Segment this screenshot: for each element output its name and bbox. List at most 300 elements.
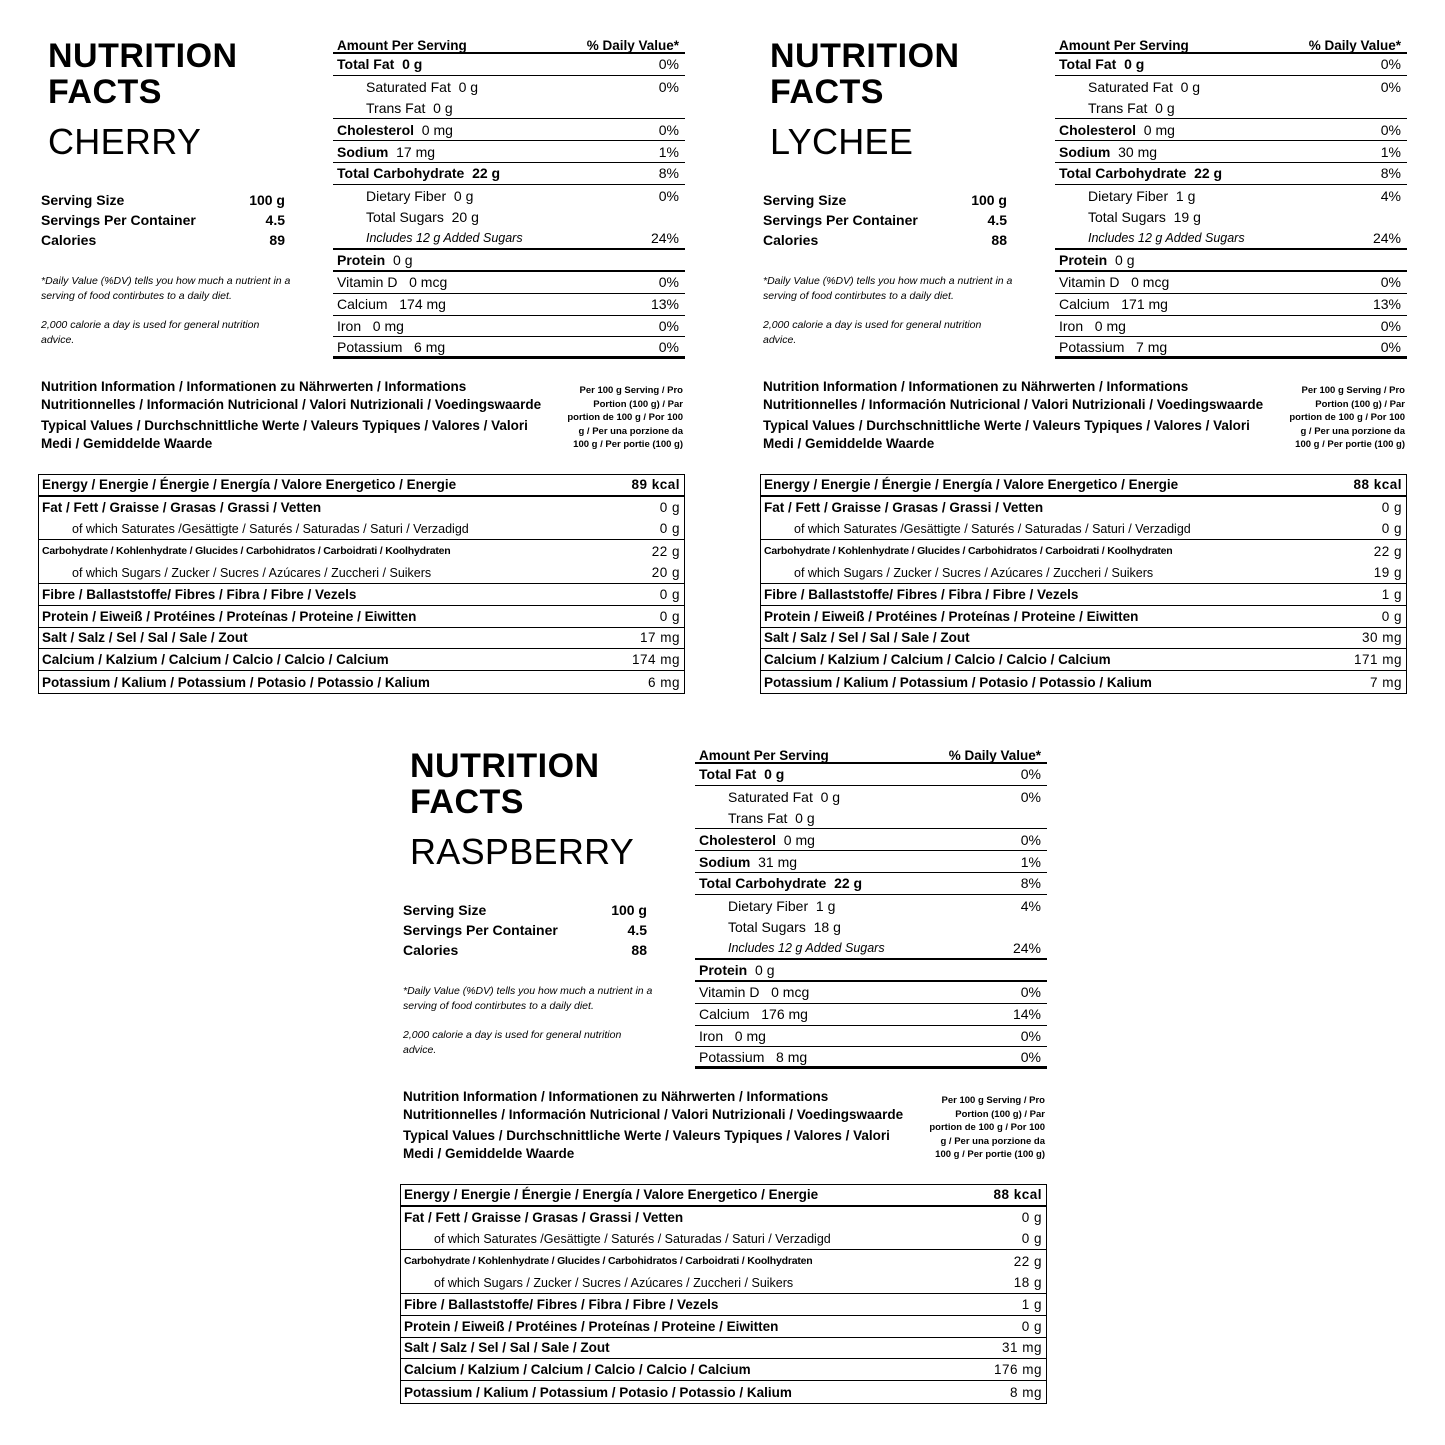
eu-energy-row xyxy=(39,475,684,497)
nutrient-amount: 30 mg xyxy=(1118,143,1158,160)
nutrient-amount: 0 mcg xyxy=(409,274,448,291)
added-sugars-row xyxy=(333,228,685,250)
eu-row-label: Salt / Salz / Sel / Sal / Sale / Zout xyxy=(42,630,248,646)
eu-sugars-row xyxy=(401,1272,1046,1294)
eu-row-value: 0 g xyxy=(1381,500,1402,516)
eu-row-value: 0 g xyxy=(1381,608,1402,624)
nutrient-dv: 1% xyxy=(1380,143,1401,160)
serving-size-label: Serving Size xyxy=(763,192,847,208)
nutrient-amount: 22 g xyxy=(1194,165,1223,182)
nutrient-dv: 0% xyxy=(1020,984,1041,1001)
calories-value: 88 xyxy=(631,942,647,958)
nutrient-amount: 19 g xyxy=(1173,209,1201,226)
eu-nutrition-table xyxy=(400,1184,1047,1404)
label-title xyxy=(48,38,238,162)
eu-row-label: Fibre / Ballaststoffe/ Fibres / Fibra / Fibre / Vezels xyxy=(764,586,1079,602)
facts-header xyxy=(695,748,1047,764)
eu-fat-row xyxy=(401,1207,1046,1229)
serving-size-label: Serving Size xyxy=(403,902,487,918)
nutrient-dv: 0% xyxy=(1380,338,1401,355)
nutrient-amount: 7 mg xyxy=(1136,338,1168,355)
total-sugars-row xyxy=(1055,207,1407,229)
eu-row-label: Protein / Eiweiß / Protéines / Proteínas / Proteine / Eiwitten xyxy=(42,608,417,624)
vitamin-d-row xyxy=(333,272,685,294)
nutrient-amount: 0 g xyxy=(393,252,413,269)
daily-value-header: % Daily Value* xyxy=(1308,38,1401,53)
nutrient-dv: 1% xyxy=(1020,853,1041,870)
eu-row-label: Calcium / Kalzium / Calcium / Calcio / Calcio / Calcium xyxy=(404,1362,751,1378)
nutrient-amount: 20 g xyxy=(451,209,479,226)
total-sugars-row xyxy=(333,207,685,229)
nutrient-dv: 4% xyxy=(1380,187,1401,204)
nutrient-dv: 13% xyxy=(1372,296,1401,313)
eu-row-label: Calcium / Kalzium / Calcium / Calcio / Calcio / Calcium xyxy=(42,652,389,668)
nutrient-name: Trans Fat xyxy=(728,809,788,826)
nutrient-dv: 0% xyxy=(658,187,679,204)
nutrient-dv: 0% xyxy=(1380,274,1401,291)
vitamin-d-row xyxy=(695,982,1047,1004)
nutrient-name: Protein xyxy=(1059,252,1108,269)
eu-energy-row xyxy=(401,1185,1046,1207)
eu-row-value: 171 mg xyxy=(1353,652,1402,668)
eu-row-value: 0 g xyxy=(659,586,680,602)
servings-per-container-label: Servings Per Container xyxy=(41,212,196,228)
nutrient-name: Includes 12 g Added Sugars xyxy=(366,231,523,246)
nutrition-facts-table xyxy=(1055,38,1407,359)
eu-row-label: Fat / Fett / Graisse / Grasas / Grassi / Vetten xyxy=(42,500,322,516)
calcium-row xyxy=(333,294,685,316)
nutrient-amount: 1 g xyxy=(1175,187,1196,204)
nutrient-dv: 14% xyxy=(1012,1006,1041,1023)
cholesterol-row xyxy=(333,119,685,141)
nutrient-name: Total Sugars xyxy=(1088,209,1166,226)
nutrient-dv: 0% xyxy=(1380,78,1401,95)
amount-per-serving-header: Amount Per Serving xyxy=(337,38,467,53)
nutrient-name: Iron xyxy=(337,317,362,334)
serving-size-value: 100 g xyxy=(249,192,285,208)
calories-row xyxy=(403,940,647,960)
flavor-name: CHERRY xyxy=(48,121,202,162)
eu-row-value: 0 g xyxy=(1021,1318,1042,1334)
nutrient-amount: 0 mg xyxy=(1094,317,1126,334)
eu-salt-row xyxy=(761,628,1406,650)
serving-size-row xyxy=(41,190,285,210)
eu-row-value: 0 g xyxy=(659,521,680,537)
eu-row-value: 20 g xyxy=(651,565,680,581)
eu-row-label: Carbohydrate / Kohlenhydrate / Glucides / Carbohidratos / Carboidrati / Koolhydraten xyxy=(764,545,1173,558)
servings-per-container-value: 4.5 xyxy=(627,922,647,938)
protein-row xyxy=(1055,250,1407,272)
nutrient-amount: 176 mg xyxy=(761,1006,808,1023)
eu-row-value: 22 g xyxy=(1013,1253,1042,1269)
eu-sugars-row xyxy=(761,562,1406,584)
servings-per-container-label: Servings Per Container xyxy=(403,922,558,938)
sodium-row xyxy=(695,851,1047,873)
title-line-1: NUTRITION xyxy=(410,747,600,785)
nutrition-label xyxy=(760,38,1410,738)
eu-row-label: Fat / Fett / Graisse / Grasas / Grassi / Vetten xyxy=(764,500,1044,516)
eu-row-value: 88 kcal xyxy=(993,1187,1042,1203)
nutrient-name: Vitamin D xyxy=(699,984,760,1001)
eu-row-value: 31 mg xyxy=(1001,1340,1042,1356)
eu-row-label: Energy / Energie / Énergie / Energía / Valore Energetico / Energie xyxy=(42,477,457,493)
eu-row-value: 0 g xyxy=(659,608,680,624)
nutrient-name: Includes 12 g Added Sugars xyxy=(728,941,885,956)
nutrient-dv: 0% xyxy=(1380,317,1401,334)
eu-fat-row xyxy=(761,497,1406,519)
nutrient-name: Total Fat xyxy=(699,766,757,783)
eu-row-value: 88 kcal xyxy=(1353,477,1402,493)
eu-row-label: Salt / Salz / Sel / Sal / Sale / Zout xyxy=(404,1340,610,1356)
title-line-2: FACTS xyxy=(48,73,162,111)
nutrient-dv: 0% xyxy=(1020,788,1041,805)
eu-row-label: Carbohydrate / Kohlenhydrate / Glucides / Carbohidratos / Carboidrati / Koolhydraten xyxy=(404,1255,813,1268)
eu-nutrition-table xyxy=(38,474,685,694)
daily-value-note: *Daily Value (%DV) tells you how much a nutrient in a serving of food contirbutes to a daily diet. xyxy=(41,275,291,302)
nutrition-label xyxy=(400,748,1050,1445)
nutrient-name: Cholesterol xyxy=(337,121,415,138)
daily-value-header: % Daily Value* xyxy=(948,748,1041,763)
eu-row-value: 0 g xyxy=(659,500,680,516)
nutrient-dv: 0% xyxy=(1020,1027,1041,1044)
eu-row-label: Potassium / Kalium / Potassium / Potasio / Potassio / Kalium xyxy=(764,674,1152,690)
eu-row-label: Energy / Energie / Énergie / Energía / Valore Energetico / Energie xyxy=(404,1187,819,1203)
eu-row-value: 8 mg xyxy=(1009,1384,1042,1400)
nutrient-name: Dietary Fiber xyxy=(366,187,447,204)
eu-row-label: Potassium / Kalium / Potassium / Potasio / Potassio / Kalium xyxy=(42,674,430,690)
servings-per-container-value: 4.5 xyxy=(265,212,285,228)
eu-row-value: 1 g xyxy=(1381,586,1402,602)
eu-row-label: of which Saturates /Gesättigte / Saturés / Saturadas / Saturi / Verzadigd xyxy=(794,521,1191,536)
nutrient-name: Cholesterol xyxy=(699,831,777,848)
eu-protein-row xyxy=(401,1316,1046,1338)
nutrient-dv: 4% xyxy=(1020,897,1041,914)
nutrient-amount: 0 mg xyxy=(1143,121,1175,138)
nutrient-amount: 174 mg xyxy=(399,296,446,313)
eu-heading-title: Nutrition Information / Informationen zu Nährwerten / Informations Nutritionnelles / Información Nutricional / Valori Nutrizionali / Voedingswaarde xyxy=(763,379,1264,412)
eu-per-100g-header: Per 100 g Serving / Pro Portion (100 g) / Par portion de 100 g / Por 100 g / Per una porzione da 100 g / Per portie (100 g) xyxy=(567,385,683,451)
nutrient-dv: 24% xyxy=(1012,940,1041,957)
eu-row-label: Fibre / Ballaststoffe/ Fibres / Fibra / Fibre / Vezels xyxy=(42,586,357,602)
nutrient-name: Trans Fat xyxy=(1088,99,1148,116)
eu-salt-row xyxy=(401,1338,1046,1360)
servings-per-container-label: Servings Per Container xyxy=(763,212,918,228)
serving-info xyxy=(763,190,1007,250)
nutrient-dv: 0% xyxy=(658,317,679,334)
nutrient-dv: 24% xyxy=(1372,230,1401,247)
nutrition-facts-table xyxy=(333,38,685,359)
nutrient-dv: 0% xyxy=(658,121,679,138)
calorie-advice-note: 2,000 calorie a day is used for general nutrition advice. xyxy=(763,319,982,346)
eu-calcium-row xyxy=(761,649,1406,671)
nutrient-dv: 0% xyxy=(1020,831,1041,848)
nutrient-name: Protein xyxy=(699,962,748,979)
eu-saturates-row xyxy=(39,519,684,541)
label-title xyxy=(770,38,960,162)
nutrient-dv: 1% xyxy=(658,143,679,160)
total-fat-row xyxy=(333,54,685,76)
eu-row-value: 174 mg xyxy=(631,652,680,668)
eu-calcium-row xyxy=(39,649,684,671)
saturated-fat-row xyxy=(695,786,1047,808)
facts-header xyxy=(333,38,685,54)
nutrient-dv: 0% xyxy=(1020,1048,1041,1065)
eu-heading-typical-values: Typical Values / Durchschnittliche Werte / Valeurs Typiques / Valores / Valori Medi / Gemiddelde Waarde xyxy=(403,1128,890,1161)
eu-row-value: 19 g xyxy=(1373,565,1402,581)
iron-row xyxy=(1055,316,1407,338)
eu-row-label: Protein / Eiweiß / Protéines / Proteínas / Proteine / Eiwitten xyxy=(404,1318,779,1334)
protein-row xyxy=(333,250,685,272)
total-carbohydrate-row xyxy=(1055,163,1407,185)
nutrient-amount: 17 mg xyxy=(396,143,436,160)
eu-potassium-row xyxy=(39,671,684,693)
potassium-row xyxy=(1055,337,1407,359)
nutrient-name: Total Sugars xyxy=(728,919,806,936)
eu-heading xyxy=(763,378,1283,452)
calories-label: Calories xyxy=(41,232,97,248)
added-sugars-row xyxy=(1055,228,1407,250)
cholesterol-row xyxy=(1055,119,1407,141)
title-line-2: FACTS xyxy=(770,73,884,111)
dietary-fiber-row xyxy=(1055,185,1407,207)
eu-sugars-row xyxy=(39,562,684,584)
nutrient-amount: 0 g xyxy=(458,78,479,95)
nutrient-name: Vitamin D xyxy=(337,274,398,291)
nutrition-facts-table xyxy=(695,748,1047,1069)
total-carbohydrate-row xyxy=(333,163,685,185)
eu-row-label: Calcium / Kalzium / Calcium / Calcio / Calcio / Calcium xyxy=(764,652,1111,668)
eu-salt-row xyxy=(39,628,684,650)
eu-row-value: 1 g xyxy=(1021,1296,1042,1312)
eu-per-100g-header: Per 100 g Serving / Pro Portion (100 g) / Par portion de 100 g / Por 100 g / Per una porzione da 100 g / Per portie (100 g) xyxy=(929,1095,1045,1161)
nutrient-name: Saturated Fat xyxy=(728,788,813,805)
trans-fat-row xyxy=(333,98,685,120)
eu-row-value: 6 mg xyxy=(647,674,680,690)
eu-energy-row xyxy=(761,475,1406,497)
flavor-name: LYCHEE xyxy=(770,121,914,162)
amount-per-serving-header: Amount Per Serving xyxy=(699,748,829,763)
trans-fat-row xyxy=(695,808,1047,830)
servings-per-container-row xyxy=(403,920,647,940)
saturated-fat-row xyxy=(1055,76,1407,98)
nutrient-name: Potassium xyxy=(337,338,403,355)
calorie-advice-note: 2,000 calorie a day is used for general nutrition advice. xyxy=(403,1029,622,1056)
eu-carbohydrate-row xyxy=(401,1250,1046,1272)
total-fat-row xyxy=(695,764,1047,786)
nutrient-amount: 8 mg xyxy=(776,1048,808,1065)
cholesterol-row xyxy=(695,829,1047,851)
nutrient-name: Total Fat xyxy=(337,56,395,73)
eu-fibre-row xyxy=(761,584,1406,606)
nutrient-name: Total Carbohydrate xyxy=(337,165,465,182)
nutrient-name: Total Carbohydrate xyxy=(1059,165,1187,182)
nutrient-name: Sodium xyxy=(699,853,751,870)
eu-row-value: 0 g xyxy=(1381,521,1402,537)
vitamin-d-row xyxy=(1055,272,1407,294)
nutrient-name: Total Sugars xyxy=(366,209,444,226)
nutrient-name: Sodium xyxy=(1059,143,1111,160)
eu-fibre-row xyxy=(401,1294,1046,1316)
nutrient-amount: 0 mg xyxy=(372,317,404,334)
sodium-row xyxy=(1055,141,1407,163)
title-line-1: NUTRITION xyxy=(48,37,238,75)
added-sugars-row xyxy=(695,938,1047,960)
nutrient-dv: 8% xyxy=(658,165,679,182)
eu-row-label: Carbohydrate / Kohlenhydrate / Glucides / Carbohidratos / Carboidrati / Koolhydraten xyxy=(42,545,451,558)
nutrient-dv: 0% xyxy=(658,338,679,355)
potassium-row xyxy=(333,337,685,359)
eu-row-label: of which Sugars / Zucker / Sucres / Azúcares / Zuccheri / Suikers xyxy=(794,565,1154,580)
nutrient-name: Total Carbohydrate xyxy=(699,875,827,892)
calories-value: 88 xyxy=(991,232,1007,248)
nutrient-amount: 0 mg xyxy=(734,1027,766,1044)
eu-nutrition-table xyxy=(760,474,1407,694)
daily-value-header: % Daily Value* xyxy=(586,38,679,53)
nutrient-name: Saturated Fat xyxy=(1088,78,1173,95)
nutrient-amount: 171 mg xyxy=(1121,296,1168,313)
saturated-fat-row xyxy=(333,76,685,98)
eu-row-value: 89 kcal xyxy=(631,477,680,493)
nutrient-amount: 1 g xyxy=(815,897,836,914)
nutrient-amount: 0 mg xyxy=(421,121,453,138)
eu-heading-title: Nutrition Information / Informationen zu Nährwerten / Informations Nutritionnelles / Información Nutricional / Valori Nutrizionali / Voedingswaarde xyxy=(41,379,542,412)
nutrient-name: Calcium xyxy=(699,1006,750,1023)
nutrient-name: Sodium xyxy=(337,143,389,160)
nutrient-name: Potassium xyxy=(1059,338,1125,355)
nutrient-amount: 0 g xyxy=(820,788,841,805)
eu-per-100g-header: Per 100 g Serving / Pro Portion (100 g) / Par portion de 100 g / Por 100 g / Per una porzione da 100 g / Per portie (100 g) xyxy=(1289,385,1405,451)
nutrient-name: Trans Fat xyxy=(366,99,426,116)
serving-size-value: 100 g xyxy=(611,902,647,918)
eu-row-value: 176 mg xyxy=(993,1362,1042,1378)
calcium-row xyxy=(1055,294,1407,316)
eu-protein-row xyxy=(761,606,1406,628)
nutrient-amount: 0 g xyxy=(453,187,474,204)
nutrient-dv: 0% xyxy=(658,274,679,291)
nutrient-amount: 0 g xyxy=(1155,99,1175,116)
nutrient-amount: 0 mcg xyxy=(1131,274,1170,291)
trans-fat-row xyxy=(1055,98,1407,120)
nutrient-name: Cholesterol xyxy=(1059,121,1137,138)
nutrient-name: Iron xyxy=(699,1027,724,1044)
eu-row-value: 22 g xyxy=(651,543,680,559)
facts-header xyxy=(1055,38,1407,54)
nutrient-dv: 0% xyxy=(1380,56,1401,73)
eu-potassium-row xyxy=(401,1381,1046,1403)
iron-row xyxy=(695,1026,1047,1048)
eu-row-label: Fibre / Ballaststoffe/ Fibres / Fibra / Fibre / Vezels xyxy=(404,1296,719,1312)
eu-fat-row xyxy=(39,497,684,519)
calcium-row xyxy=(695,1004,1047,1026)
daily-value-note: *Daily Value (%DV) tells you how much a nutrient in a serving of food contirbutes to a daily diet. xyxy=(403,985,653,1012)
nutrient-dv: 0% xyxy=(1380,121,1401,138)
nutrient-name: Protein xyxy=(337,252,386,269)
eu-saturates-row xyxy=(401,1229,1046,1251)
servings-per-container-value: 4.5 xyxy=(987,212,1007,228)
servings-per-container-row xyxy=(763,210,1007,230)
nutrient-dv: 0% xyxy=(658,78,679,95)
sodium-row xyxy=(333,141,685,163)
label-title xyxy=(410,748,634,872)
nutrient-amount: 0 g xyxy=(795,809,815,826)
eu-row-label: of which Saturates /Gesättigte / Saturés / Saturadas / Saturi / Verzadigd xyxy=(434,1231,831,1246)
eu-row-value: 17 mg xyxy=(639,630,680,646)
eu-saturates-row xyxy=(761,519,1406,541)
eu-row-label: Potassium / Kalium / Potassium / Potasio / Potassio / Kalium xyxy=(404,1384,792,1400)
nutrient-dv: 24% xyxy=(650,230,679,247)
eu-fibre-row xyxy=(39,584,684,606)
nutrient-amount: 6 mg xyxy=(414,338,446,355)
eu-row-value: 7 mg xyxy=(1369,674,1402,690)
nutrient-amount: 18 g xyxy=(813,919,841,936)
eu-row-value: 0 g xyxy=(1021,1210,1042,1226)
nutrient-amount: 0 g xyxy=(764,766,785,783)
nutrient-dv: 8% xyxy=(1380,165,1401,182)
servings-per-container-row xyxy=(41,210,285,230)
amount-per-serving-header: Amount Per Serving xyxy=(1059,38,1189,53)
serving-size-label: Serving Size xyxy=(41,192,125,208)
nutrient-dv: 13% xyxy=(650,296,679,313)
eu-heading xyxy=(41,378,561,452)
nutrient-amount: 0 mg xyxy=(783,831,815,848)
total-carbohydrate-row xyxy=(695,873,1047,895)
serving-info xyxy=(41,190,285,250)
calories-row xyxy=(41,230,285,250)
nutrient-name: Vitamin D xyxy=(1059,274,1120,291)
eu-potassium-row xyxy=(761,671,1406,693)
eu-protein-row xyxy=(39,606,684,628)
calorie-advice-note: 2,000 calorie a day is used for general nutrition advice. xyxy=(41,319,260,346)
eu-row-value: 0 g xyxy=(1021,1231,1042,1247)
protein-row xyxy=(695,960,1047,982)
flavor-name: RASPBERRY xyxy=(410,831,635,872)
eu-row-label: Fat / Fett / Graisse / Grasas / Grassi / Vetten xyxy=(404,1210,684,1226)
nutrition-label xyxy=(38,38,688,738)
eu-heading xyxy=(403,1088,923,1162)
potassium-row xyxy=(695,1047,1047,1069)
nutrient-name: Total Fat xyxy=(1059,56,1117,73)
eu-row-label: Protein / Eiweiß / Protéines / Proteínas / Proteine / Eiwitten xyxy=(764,608,1139,624)
iron-row xyxy=(333,316,685,338)
nutrient-amount: 0 g xyxy=(1115,252,1135,269)
nutrient-amount: 0 g xyxy=(1180,78,1201,95)
serving-size-row xyxy=(403,900,647,920)
title-line-2: FACTS xyxy=(410,783,524,821)
calories-value: 89 xyxy=(269,232,285,248)
eu-row-label: of which Sugars / Zucker / Sucres / Azúcares / Zuccheri / Suikers xyxy=(434,1275,794,1290)
calories-label: Calories xyxy=(403,942,459,958)
eu-row-value: 30 mg xyxy=(1361,630,1402,646)
total-sugars-row xyxy=(695,917,1047,939)
nutrient-amount: 22 g xyxy=(472,165,501,182)
daily-value-note: *Daily Value (%DV) tells you how much a nutrient in a serving of food contirbutes to a daily diet. xyxy=(763,275,1013,302)
nutrient-name: Iron xyxy=(1059,317,1084,334)
eu-heading-typical-values: Typical Values / Durchschnittliche Werte / Valeurs Typiques / Valores / Valori Medi / Gemiddelde Waarde xyxy=(41,418,528,451)
eu-carbohydrate-row xyxy=(761,540,1406,562)
eu-row-value: 18 g xyxy=(1013,1275,1042,1291)
nutrient-name: Calcium xyxy=(337,296,388,313)
dietary-fiber-row xyxy=(333,185,685,207)
eu-row-label: of which Sugars / Zucker / Sucres / Azúcares / Zuccheri / Suikers xyxy=(72,565,432,580)
nutrient-amount: 0 g xyxy=(1124,56,1145,73)
calories-row xyxy=(763,230,1007,250)
nutrient-dv: 0% xyxy=(658,56,679,73)
nutrient-dv: 8% xyxy=(1020,875,1041,892)
serving-size-value: 100 g xyxy=(971,192,1007,208)
total-fat-row xyxy=(1055,54,1407,76)
nutrient-name: Saturated Fat xyxy=(366,78,451,95)
eu-row-label: Energy / Energie / Énergie / Energía / Valore Energetico / Energie xyxy=(764,477,1179,493)
